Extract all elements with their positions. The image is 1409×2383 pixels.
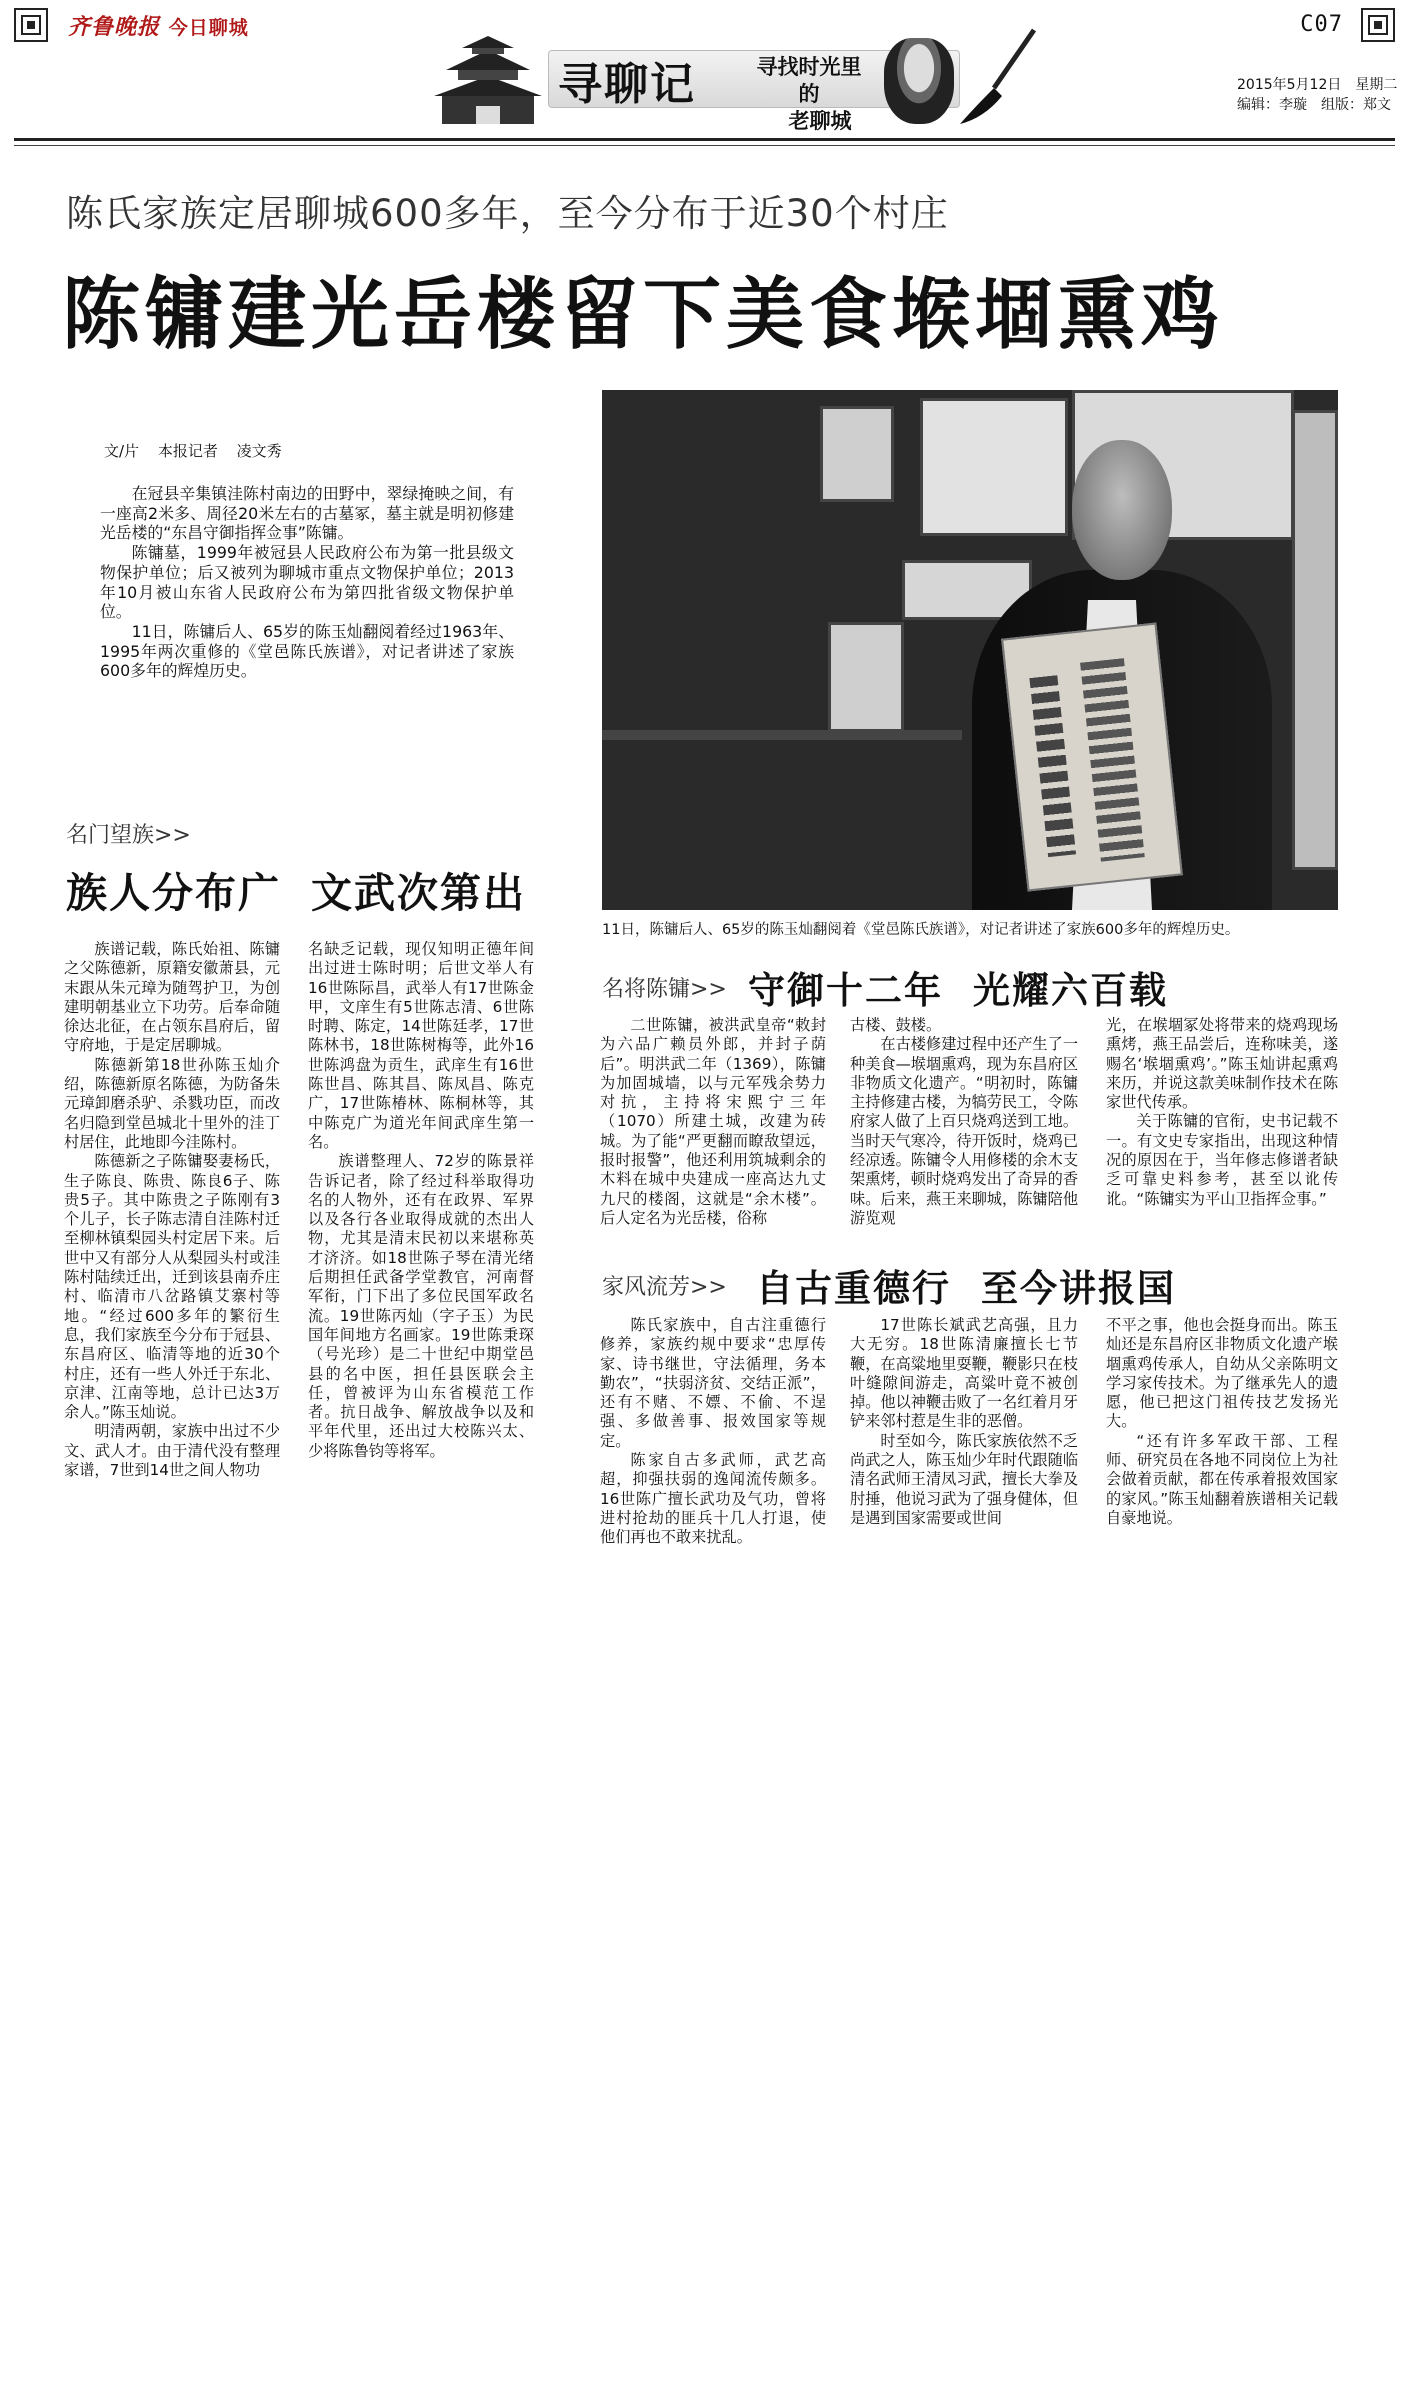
lead-paragraph: 陈镛墓，1999年被冠县人民政府公布为第一批县级文物保护单位；后又被列为聊城市重点文物保护单位；2013年10月被山东省人民政府公布为第四批省级文物保护单位。 bbox=[100, 543, 514, 622]
page-number: C07 bbox=[1300, 12, 1343, 37]
publication-date: 2015年5月12日 星期二 bbox=[1237, 77, 1398, 93]
section3-column1 bbox=[600, 1316, 826, 1548]
headline-title: 陈镛建光岳楼留下美食堠堌熏鸡 bbox=[62, 270, 1225, 360]
byline bbox=[104, 440, 296, 461]
paragraph: “还有许多军政干部、工程师、研究员在各地不同岗位上为社会做着贡献，都在传承着报效国家的家风。”陈玉灿翻着族谱相关记载自豪地说。 bbox=[1106, 1431, 1338, 1527]
photo-caption: 11日，陈镛后人、65岁的陈玉灿翻阅着《堂邑陈氏族谱》，对记者讲述了家族600多年的辉煌历史。 bbox=[602, 922, 1240, 938]
corner-ornament-right bbox=[1361, 8, 1395, 42]
section2-title bbox=[748, 960, 1168, 1014]
columnist-avatar bbox=[884, 38, 954, 124]
section1-column1 bbox=[64, 940, 280, 1480]
article-photo bbox=[602, 390, 1338, 910]
section3-column3 bbox=[1106, 1316, 1338, 1528]
paragraph: 古楼、鼓楼。 bbox=[850, 1016, 942, 1034]
paper-name: 齐鲁晚报 bbox=[68, 14, 161, 40]
section3-label: 家风流芳>> bbox=[602, 1275, 727, 1300]
paragraph: 在古楼修建过程中还产生了一种美食—堠堌熏鸡，现为东昌府区非物质文化遗产。“明初时，陈镛主持修建古楼，为犒劳民工，令陈府家人做了上百只烧鸡送到工地。当时天气寒冷，待开饭时，烧鸡已经凉透。陈镛令人用修楼的余木支架熏烤，顿时烧鸡发出了奇异的香味。后来，燕王来聊城，陈镛陪他游览观 bbox=[850, 1035, 1078, 1227]
section1-column2 bbox=[308, 940, 534, 1461]
column-slogan bbox=[750, 54, 868, 135]
section1-title bbox=[66, 860, 526, 919]
paragraph: 陈氏家族中，自古注重德行修养，家族约规中要求“忠厚传家、诗书继世，守法循理，务本勤农”，“扶弱济贫、交结正派”，还有不赌、不嫖、不偷、不逞强、多做善事、报效国家等规定。 bbox=[600, 1316, 826, 1450]
paragraph: 名缺乏记载，现仅知明正德年间出过进士陈时明；后世文举人有16世陈际昌，武举人有17世陈金甲，文庠生有5世陈志清、6世陈时聘、陈定，14世陈廷孝，17世陈林书，18世陈树梅等，此外16世陈鸿盘为贡生，武庠生有16世陈世昌、陈其昌、陈凤昌、陈克广，17世陈椿林、陈桐林等，其中陈克广为道光年间武庠生第一名。 bbox=[308, 940, 534, 1151]
column-slogan-line2: 老聊城 bbox=[788, 109, 852, 133]
section3-title bbox=[756, 1258, 1176, 1312]
section2-label: 名将陈镛>> bbox=[602, 977, 727, 1002]
tower-icon bbox=[428, 36, 548, 126]
column-banner bbox=[398, 28, 1058, 133]
column-title: 寻聊记 bbox=[558, 59, 696, 110]
section1-title-part1: 族人分布广 bbox=[66, 869, 281, 917]
masthead-rule bbox=[14, 138, 1395, 141]
section1-label: 名门望族>> bbox=[66, 823, 191, 848]
paragraph: 陈家自古多武师，武艺高超，抑强扶弱的逸闻流传颇多。16世陈广擅长武功及气功，曾将进村抢劫的匪兵十几人打退，使他们再也不敢来扰乱。 bbox=[600, 1451, 826, 1547]
byline-reporter: 凌文秀 bbox=[236, 442, 282, 460]
section2-title-part1: 守御十二年 bbox=[748, 969, 943, 1012]
section3-title-part1: 自古重德行 bbox=[756, 1267, 951, 1310]
paragraph: 族谱整理人、72岁的陈景祥告诉记者，除了经过科举取得功名的人物外，还有在政界、军界以及各行各业取得成就的杰出人物，尤其是清末民初以来堪称英才济济。如18世陈子琴在清光绪后期担任武备学堂教官，河南督军衔，门下出了多位民国军政名流。19世陈丙灿（字子玉）为民国年间地方名画家。19世陈秉琛（号光珍）是二十世纪中期堂邑县的名中医，担任县医联会主任，曾被评为山东省模范工作者。抗日战争、解放战争以及和平年代里，还出过大校陈兴太、少将陈鲁钧等将军。 bbox=[308, 1152, 534, 1460]
byline-reporter-label: 本报记者 bbox=[157, 442, 218, 460]
section3-column2 bbox=[850, 1316, 1078, 1528]
paragraph: 17世陈长斌武艺高强，且力大无穷。18世陈清廉擅长七节鞭，在高粱地里耍鞭，鞭影只在枝叶缝隙间游走，高粱叶竟不被创掉。他以神鞭击败了一名红着月牙铲来邻村惹是生非的恶僧。 bbox=[850, 1316, 1078, 1431]
paragraph: 不平之事，他也会挺身而出。陈玉灿还是东昌府区非物质文化遗产堠堌熏鸡传承人，自幼从父亲陈明文学习家传技术。为了继承先人的遗愿，他已把这门祖传技艺发扬光大。 bbox=[1106, 1316, 1338, 1431]
section2-title-part2: 光耀六百载 bbox=[973, 969, 1168, 1012]
section3-title-part2: 至今讲报国 bbox=[981, 1267, 1176, 1310]
paragraph: 族谱记载，陈氏始祖、陈镛之父陈德新，原籍安徽萧县，元末跟从朱元璋为随驾护卫，为创建明朝基业立下功劳。后奉命随徐达北征，在占领东昌府后，留守府地，于是定居聊城。 bbox=[64, 940, 280, 1055]
masthead-rule-thin bbox=[14, 145, 1395, 146]
corner-ornament-left bbox=[14, 8, 48, 42]
paragraph: 陈德新之子陈镛娶妻杨氏，生子陈良、陈贵、陈良6子、陈贵5子。其中陈贵之子陈刚有3个儿子，长子陈志清自洼陈村迁至柳林镇梨园头村定居下来。后世中又有部分人从梨园头村或洼陈村陆续迁出，迁到该县南乔庄村、临清市八岔路镇艾寨村等地。“经过600多年的繁衍生息，我们家族至今分布于冠县、东昌府区、临清等地的近30个村庄，还有一些人外迁于东北、京津、江南等地，总计已达3万余人。”陈玉灿说。 bbox=[64, 1152, 280, 1422]
paragraph: 陈德新第18世孙陈玉灿介绍，陈德新原名陈德，为防备朱元璋卸磨杀驴、杀戮功臣，而改名归隐到堂邑城北十里外的洼丁村居住，此地即今洼陈村。 bbox=[64, 1055, 280, 1151]
headline-kicker: 陈氏家族定居聊城600多年，至今分布于近30个村庄 bbox=[66, 192, 949, 235]
paragraph: 关于陈镛的官衔，史书记载不一。有文史专家指出，出现这种情况的原因在于，当年修志修谱者缺乏可靠史料参考，甚至以讹传讹。“陈镛实为平山卫指挥佥事。” bbox=[1106, 1112, 1338, 1208]
paragraph: 时至如今，陈氏家族依然不乏尚武之人，陈玉灿少年时代跟随临清名武师王清凤习武，擅长大拳及肘捶，他说习武为了强身健体，但是遇到国家需要或世间 bbox=[850, 1431, 1078, 1527]
section2-column2 bbox=[850, 1016, 1078, 1228]
byline-role: 文/片 bbox=[104, 442, 140, 460]
section2-column3 bbox=[1106, 1016, 1338, 1209]
paragraph: 二世陈镛，被洪武皇帝“敕封为六品广赖员外郎，并封子荫后”。明洪武二年（1369），陈镛为加固城墙，以与元军残余势力对抗，主持将宋熙宁三年（1070）所建土城，改建为砖城。为了能“严更翻而瞭敌望远，报时报警”，他还利用筑城剩余的木料在城中央建成一座高达九丈九尺的楼阁，这就是“余木楼”。后人定名为光岳楼，俗称 bbox=[600, 1016, 826, 1227]
lead-paragraphs bbox=[100, 484, 514, 681]
editor-credits: 编辑：李璇 组版：郑文 bbox=[1237, 97, 1391, 113]
section2-column1 bbox=[600, 1016, 826, 1228]
genealogy-book bbox=[1001, 623, 1183, 892]
brush-icon bbox=[954, 28, 1044, 126]
section-name: 今日聊城 bbox=[168, 17, 249, 39]
section1-title-part2: 文武次第出 bbox=[311, 869, 526, 917]
lead-paragraph: 11日，陈镛后人、65岁的陈玉灿翻阅着经过1963年、1995年两次重修的《堂邑陈氏族谱》，对记者讲述了家族600多年的辉煌历史。 bbox=[100, 621, 514, 681]
paragraph: 光，在堠堌冢处将带来的烧鸡现场熏烤，燕王品尝后，连称味美，遂赐名‘堠堌熏鸡’。”陈玉灿讲起熏鸡来历，并说这款美味制作技术在陈家世代传承。 bbox=[1106, 1016, 1338, 1112]
paper-logo bbox=[68, 10, 249, 41]
lead-paragraph: 在冠县辛集镇洼陈村南边的田野中，翠绿掩映之间，有一座高2米多、周径20米左右的古墓冢，墓主就是明初修建光岳楼的“东昌守御指挥佥事”陈镛。 bbox=[100, 484, 514, 543]
column-slogan-line1: 寻找时光里的 bbox=[756, 55, 862, 106]
paragraph: 明清两朝，家族中出过不少文、武人才。由于清代没有整理家谱，7世到14世之间人物功 bbox=[64, 1422, 280, 1480]
